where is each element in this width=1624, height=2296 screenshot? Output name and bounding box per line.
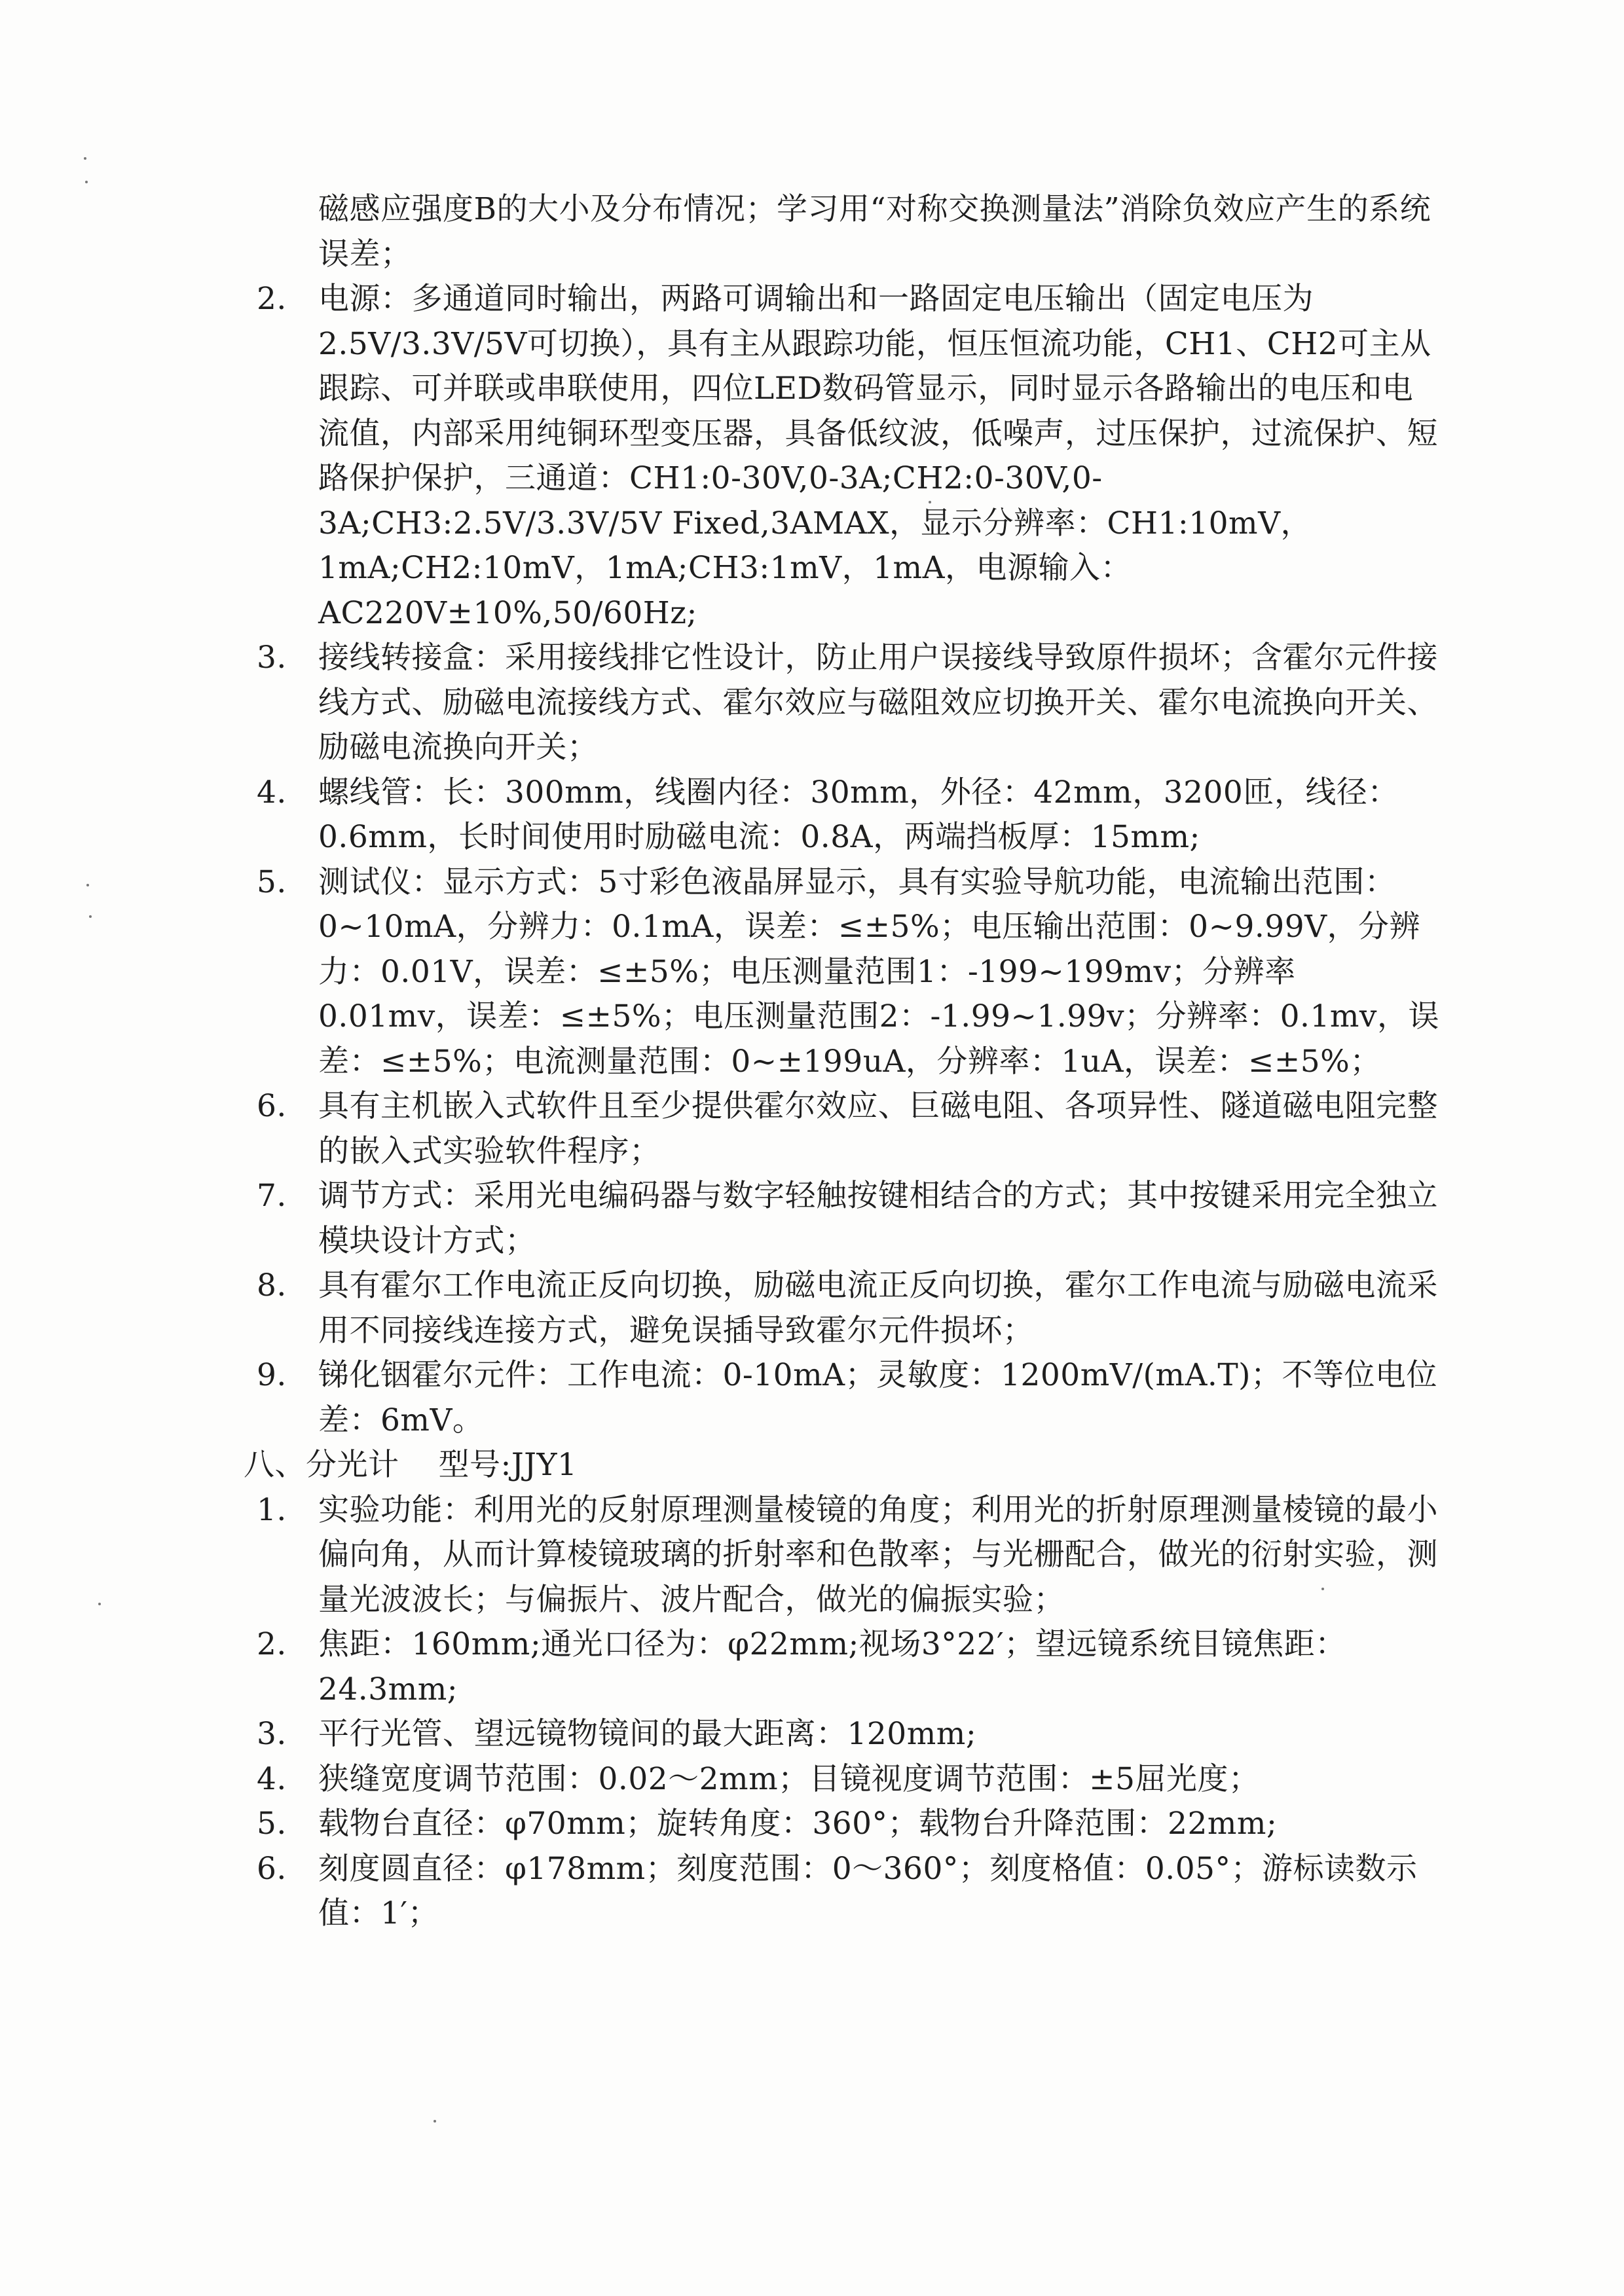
list-item: 2. 电源：多通道同时输出，两路可调输出和一路固定电压输出（固定电压为2.5V/3.3V/5V可切换），具有主从跟踪功能，恒压恒流功能，CH1、CH2可主从跟踪、可并联或串联使用，四位LED数码管显示，同时显示各路输出的电压和电流值，内部采用纯铜环型变压器，具备低纹波，低噪声，过压保护，过流保护、短路保护保护，三通道：CH1:0-30V,0-3A;CH2:0-30V,0-3A;CH3:2.5V/3.3V/5V Fixed,3AMAX，显示分辨率：CH1:10mV，1mA;CH2:10mV，1mA;CH3:1mV，1mA，电源输入：AC220V±10%,50/60Hz; bbox=[257, 281, 1438, 631]
list-item: 4. 螺线管：长：300mm，线圈内径：30mm，外径：42mm，3200匝，线径：0.6mm，长时间使用时励磁电流：0.8A，两端挡板厚：15mm; bbox=[257, 774, 1399, 855]
list-item: 5. 测试仪：显示方式：5寸彩色液晶屏显示，具有实验导航功能，电流输出范围：0~10mA，分辨力：0.1mA，误差：≤±5%；电压输出范围：0~9.99V，分辨力：0.01V，误差：≤±5%；电压测量范围1：-199~199mv；分辨率0.01mv，误差：≤±5%；电压测量范围2：-1.99~1.99v；分辨率：0.1mv，误差：≤±5%；电流测量范围：0~±199uA，分辨率：1uA，误差：≤±5%； bbox=[257, 864, 1439, 1080]
scan-speck bbox=[84, 157, 86, 160]
scan-speck bbox=[98, 1603, 101, 1605]
list-item: 3. 接线转接盒：采用接线排它性设计，防止用户误接线导致原件损坏；含霍尔元件接线方式、励磁电流接线方式、霍尔效应与磁阻效应切换开关、霍尔电流换向开关、励磁电流换向开关； bbox=[257, 640, 1438, 765]
list-item: 7. 调节方式：采用光电编码器与数字轻触按键相结合的方式；其中按键采用完全独立模块设计方式； bbox=[257, 1178, 1438, 1259]
scan-speck bbox=[85, 181, 88, 183]
section-heading bbox=[244, 1443, 1442, 1488]
list-item: 6. 具有主机嵌入式软件且至少提供霍尔效应、巨磁电阻、各项异性、隧道磁电阻完整的嵌入式实验软件程序； bbox=[257, 1088, 1438, 1169]
list-item: 4. 狭缝宽度调节范围：0.02～2mm；目镜视度调节范围：±5屈光度； bbox=[257, 1760, 1260, 1797]
list-item: 5. 载物台直径：φ70mm；旋转角度：360°；载物台升降范围：22mm; bbox=[257, 1806, 1278, 1842]
list-item: 9. 锑化铟霍尔元件：工作电流：0-10mA；灵敏度：1200mV/(mA.T)；不等位电位差：6mV。 bbox=[257, 1357, 1438, 1438]
model-number: 型号:JJY1 bbox=[438, 1447, 578, 1483]
hall-effect-spec-list bbox=[244, 277, 1442, 1443]
section-title: 八、分光计 bbox=[244, 1447, 399, 1483]
list-item: 6. 刻度圆直径：φ178mm；刻度范围：0～360°；刻度格值：0.05°；游标读数示值：1′； bbox=[257, 1850, 1418, 1931]
list-item: 3. 平行光管、望远镜物镜间的最大距离：120mm; bbox=[257, 1716, 977, 1752]
scan-speck bbox=[89, 915, 92, 918]
scan-speck bbox=[86, 884, 89, 886]
list-item: 2. 焦距：160mm;通光口径为：φ22mm;视场3°22′；望远镜系统目镜焦距：24.3mm; bbox=[257, 1626, 1346, 1707]
list-item: 1. 实验功能：利用光的反射原理测量棱镜的角度；利用光的折射原理测量棱镜的最小偏向角，从而计算棱镜玻璃的折射率和色散率；与光栅配合，做光的衍射实验，测量光波波长；与偏振片、波片配合，做光的偏振实验； bbox=[257, 1491, 1438, 1618]
list-item: 8. 具有霍尔工作电流正反向切换，励磁电流正反向切换，霍尔工作电流与励磁电流采用不同接线连接方式，避免误插导致霍尔元件损坏； bbox=[257, 1267, 1438, 1349]
document-body bbox=[244, 187, 1442, 1937]
spectrometer-spec-list bbox=[244, 1488, 1442, 1937]
continuation-paragraph: 磁感应强度B的大小及分布情况；学习用“对称交换测量法”消除负效应产生的系统误差； bbox=[318, 191, 1431, 272]
scan-speck bbox=[434, 2120, 436, 2123]
